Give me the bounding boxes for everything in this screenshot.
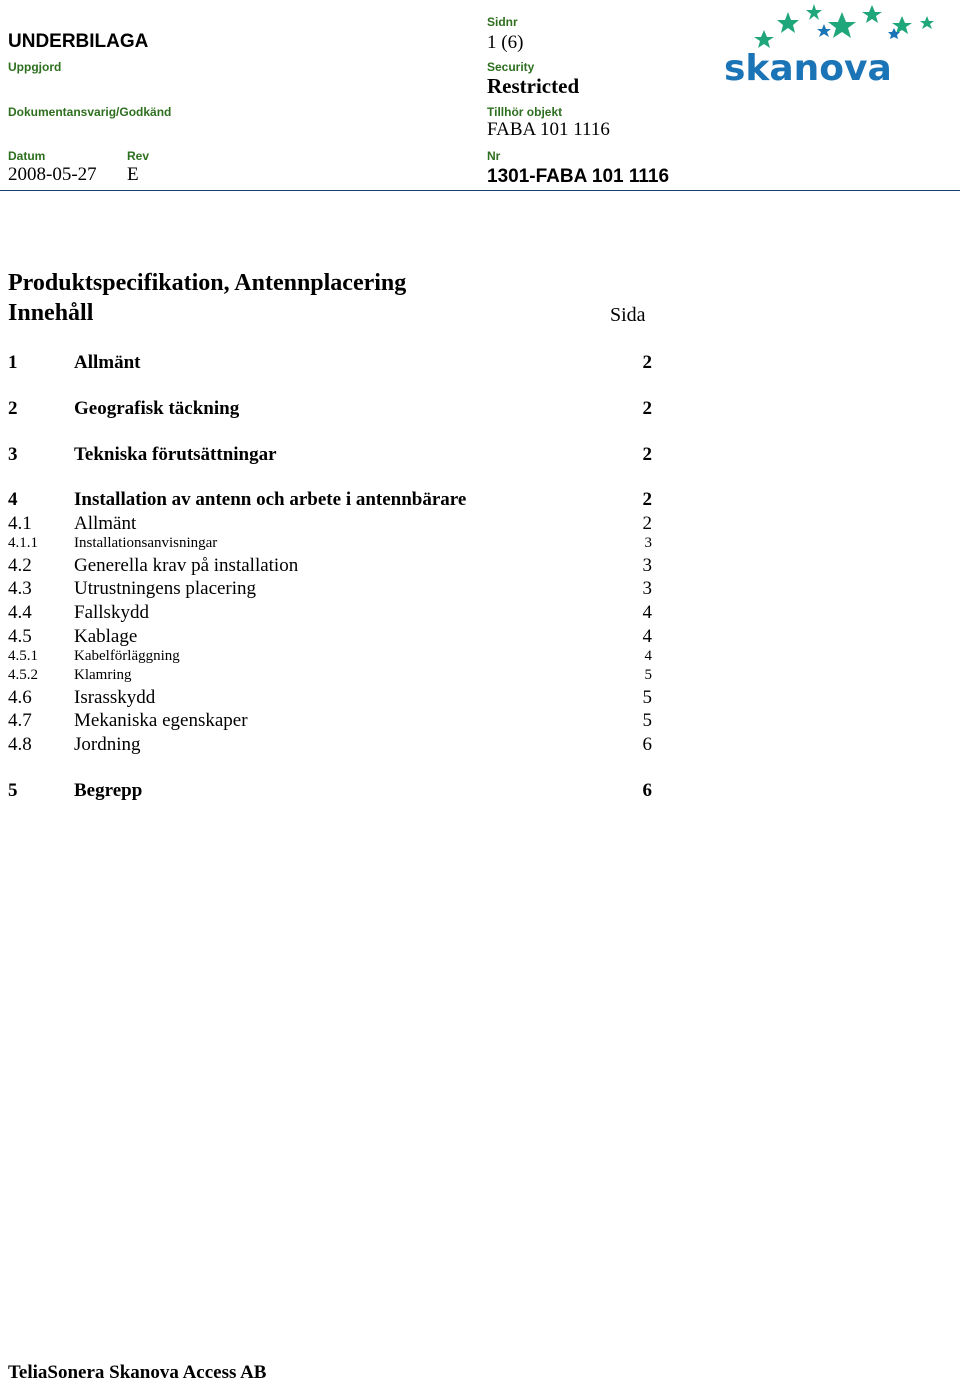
toc-entry-page: 2 [642, 489, 652, 510]
toc-entry-number: 4.6 [8, 687, 32, 708]
toc-entry-page: 5 [642, 687, 652, 708]
toc-entry-page: 2 [642, 444, 652, 465]
toc-entry-title: Allmänt [74, 513, 137, 534]
toc-entry-4-5[interactable] [8, 626, 652, 650]
security-value: Restricted [487, 74, 580, 98]
toc-entry-title: Mekaniska egenskaper [74, 710, 248, 731]
toc-entry-title: Jordning [74, 734, 141, 755]
toc-entry-page: 4 [642, 602, 652, 623]
toc-entry-number: 4.5.2 [8, 667, 38, 683]
toc-entry-number: 4 [8, 489, 18, 510]
toc-entry-number: 3 [8, 444, 18, 465]
toc-entry-page: 4 [644, 648, 652, 664]
page-number-value: 1 (6) [487, 32, 524, 53]
document-title: Produktspecifikation, Antennplacering [8, 270, 407, 296]
toc-entry-page: 6 [642, 780, 652, 801]
star-cluster-icon [722, 2, 942, 86]
responsible-label: Dokumentansvarig/Godkänd [8, 105, 172, 119]
toc-entry-page: 2 [642, 513, 652, 534]
header-divider [0, 190, 960, 191]
document-type: UNDERBILAGA [8, 31, 149, 52]
toc-entry-4-2[interactable] [8, 555, 652, 579]
toc-entry-page: 3 [642, 578, 652, 599]
toc-entry-page: 5 [644, 667, 652, 683]
toc-entry-page: 2 [642, 352, 652, 373]
toc-entry-page: 2 [642, 398, 652, 419]
toc-entry-3[interactable] [8, 444, 652, 468]
rev-value: E [127, 164, 139, 185]
toc-entry-4-6[interactable] [8, 687, 652, 711]
toc-entry-number: 4.5.1 [8, 648, 38, 664]
toc-entry-4-4[interactable] [8, 602, 652, 626]
toc-entry-title: Israsskydd [74, 687, 156, 708]
toc-entry-title: Klamring [74, 667, 132, 683]
toc-entry-page: 3 [642, 555, 652, 576]
footer-company: TeliaSonera Skanova Access AB [8, 1362, 267, 1383]
page-column-label: Sida [610, 304, 646, 326]
toc-entry-number: 4.3 [8, 578, 32, 599]
toc-entry-4[interactable] [8, 489, 652, 513]
toc-entry-title: Utrustningens placering [74, 578, 257, 599]
toc-entry-title: Allmänt [74, 352, 141, 373]
toc-entry-title: Tekniska förutsättningar [74, 444, 277, 465]
object-value: FABA 101 1116 [487, 119, 610, 140]
toc-entry-page: 4 [642, 626, 652, 647]
toc-entry-4-8[interactable] [8, 734, 652, 758]
skanova-logo [722, 2, 942, 86]
toc-entry-5[interactable] [8, 780, 652, 804]
toc-entry-1[interactable] [8, 352, 652, 376]
page-number-label: Sidnr [487, 15, 518, 29]
toc-entry-title: Fallskydd [74, 602, 149, 623]
rev-label: Rev [127, 149, 150, 163]
toc-entry-title: Installation av antenn och arbete i antennbärare [74, 489, 467, 510]
toc-entry-4-3[interactable] [8, 578, 652, 602]
toc-entry-number: 4.2 [8, 555, 32, 576]
toc-entry-title: Kablage [74, 626, 138, 647]
security-label: Security [487, 60, 535, 74]
logo-text: skanova [724, 48, 892, 86]
toc-entry-title: Begrepp [74, 780, 143, 801]
object-label: Tillhör objekt [487, 105, 563, 119]
toc-entry-number: 4.7 [8, 710, 32, 731]
toc-entry-number: 4.1.1 [8, 535, 38, 551]
toc-entry-title: Generella krav på installation [74, 555, 299, 576]
toc-entry-2[interactable] [8, 398, 652, 422]
toc-entry-number: 5 [8, 780, 18, 801]
toc-heading: Innehåll [8, 300, 94, 326]
toc-entry-title: Kabelförläggning [74, 648, 180, 664]
toc-entry-number: 4.5 [8, 626, 32, 647]
toc-entry-title: Installationsanvisningar [74, 535, 218, 551]
date-value: 2008-05-27 [8, 164, 97, 185]
toc-entry-number: 4.8 [8, 734, 32, 755]
toc-entry-number: 4.1 [8, 513, 32, 534]
toc-entry-number: 2 [8, 398, 18, 419]
toc-entry-number: 4.4 [8, 602, 32, 623]
toc-entry-4-1[interactable] [8, 513, 652, 537]
toc-entry-page: 3 [644, 535, 652, 551]
prepared-label: Uppgjord [8, 60, 62, 74]
nr-value: 1301-FABA 101 1116 [487, 166, 670, 187]
date-label: Datum [8, 149, 46, 163]
toc-entry-title: Geografisk täckning [74, 398, 240, 419]
toc-entry-page: 6 [642, 734, 652, 755]
toc-entry-page: 5 [642, 710, 652, 731]
toc-entry-4-7[interactable] [8, 710, 652, 734]
nr-label: Nr [487, 149, 501, 163]
toc-entry-number: 1 [8, 352, 18, 373]
